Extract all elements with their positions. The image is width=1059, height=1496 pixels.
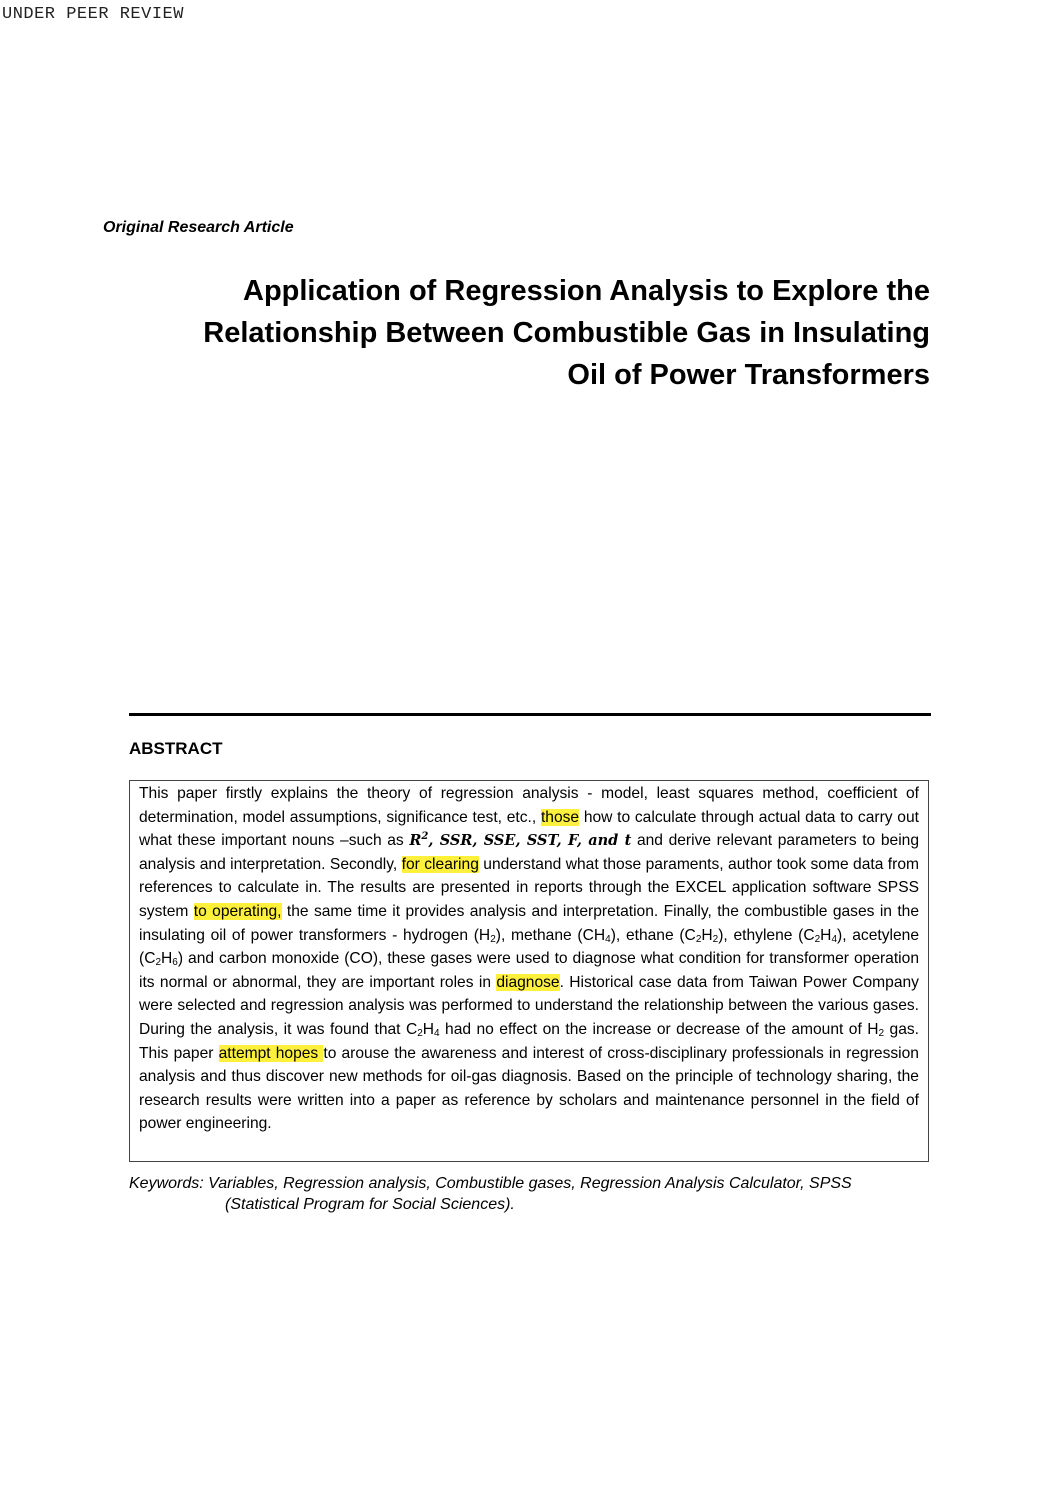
- keywords-line: (Statistical Program for Social Sciences).: [225, 1196, 515, 1213]
- math-expression: $R^2$, SSR, SSE, SST, F, and t: [409, 831, 632, 850]
- article-type-label: Original Research Article: [103, 219, 294, 236]
- title-line: Oil of Power Transformers: [567, 359, 930, 391]
- abstract-box: [129, 780, 929, 1162]
- paper-title: [110, 270, 930, 396]
- review-stamp: UNDER PEER REVIEW: [2, 5, 184, 24]
- highlight: attempt hopes: [218, 1044, 324, 1062]
- title-line: Application of Regression Analysis to Explore the: [243, 275, 930, 307]
- keywords: [129, 1173, 931, 1215]
- title-line: Relationship Between Combustible Gas in Insulating: [203, 317, 930, 349]
- abstract-heading: ABSTRACT: [129, 739, 223, 758]
- keywords-line: Keywords: Variables, Regression analysis, Combustible gases, Regression Analysis Calculator, SPSS: [129, 1175, 852, 1192]
- highlight: for clearing: [401, 855, 479, 873]
- highlight: to operating,: [193, 902, 282, 920]
- highlight: those: [540, 808, 580, 826]
- section-divider: [129, 713, 931, 716]
- abstract-text: This paper firstly explains the theory of regression analysis - model, least squares method, coefficient of determination, model assumptions, significance test, etc., those how to calculate through actual data to carry out what these important nouns –such as $R^2$, SSR, SSE, SST, F, and t and derive relevant parameters to being analysis and interpretation. Secondly, for clearing understand what those paraments, author took some data from references to calculate in. The results are presented in reports through the EXCEL application software SPSS system to operating, the same time it provides analysis and interpretation. Finally, the combustible gases in the insulating oil of power transformers - hydrogen $(H_2)$, methane $(CH_4)$, ethane $(C_2H_2)$, ethylene $(C_2H_4)$, acetylene $(C_2H_6)$ and carbon monoxide (CO), these gases were used to diagnose what condition for transformer operation its normal or abnormal, they are important roles in diagnose. Historical case data from Taiwan Power Company were selected and regression analysis was performed to understand the relationship between the various gases. During the analysis, it was found that $C_2H_4$ had no effect on the increase or decrease of the amount of $H_2$ gas. This paper attempt hopes to arouse the awareness and interest of cross-disciplinary professionals in regression analysis and thus discover new methods for oil-gas diagnosis. Based on the principle of technology sharing, the research results were written into a paper as reference by scholars and maintenance personnel in the field of power engineering.: [139, 785, 920, 1133]
- highlight: diagnose: [496, 973, 560, 991]
